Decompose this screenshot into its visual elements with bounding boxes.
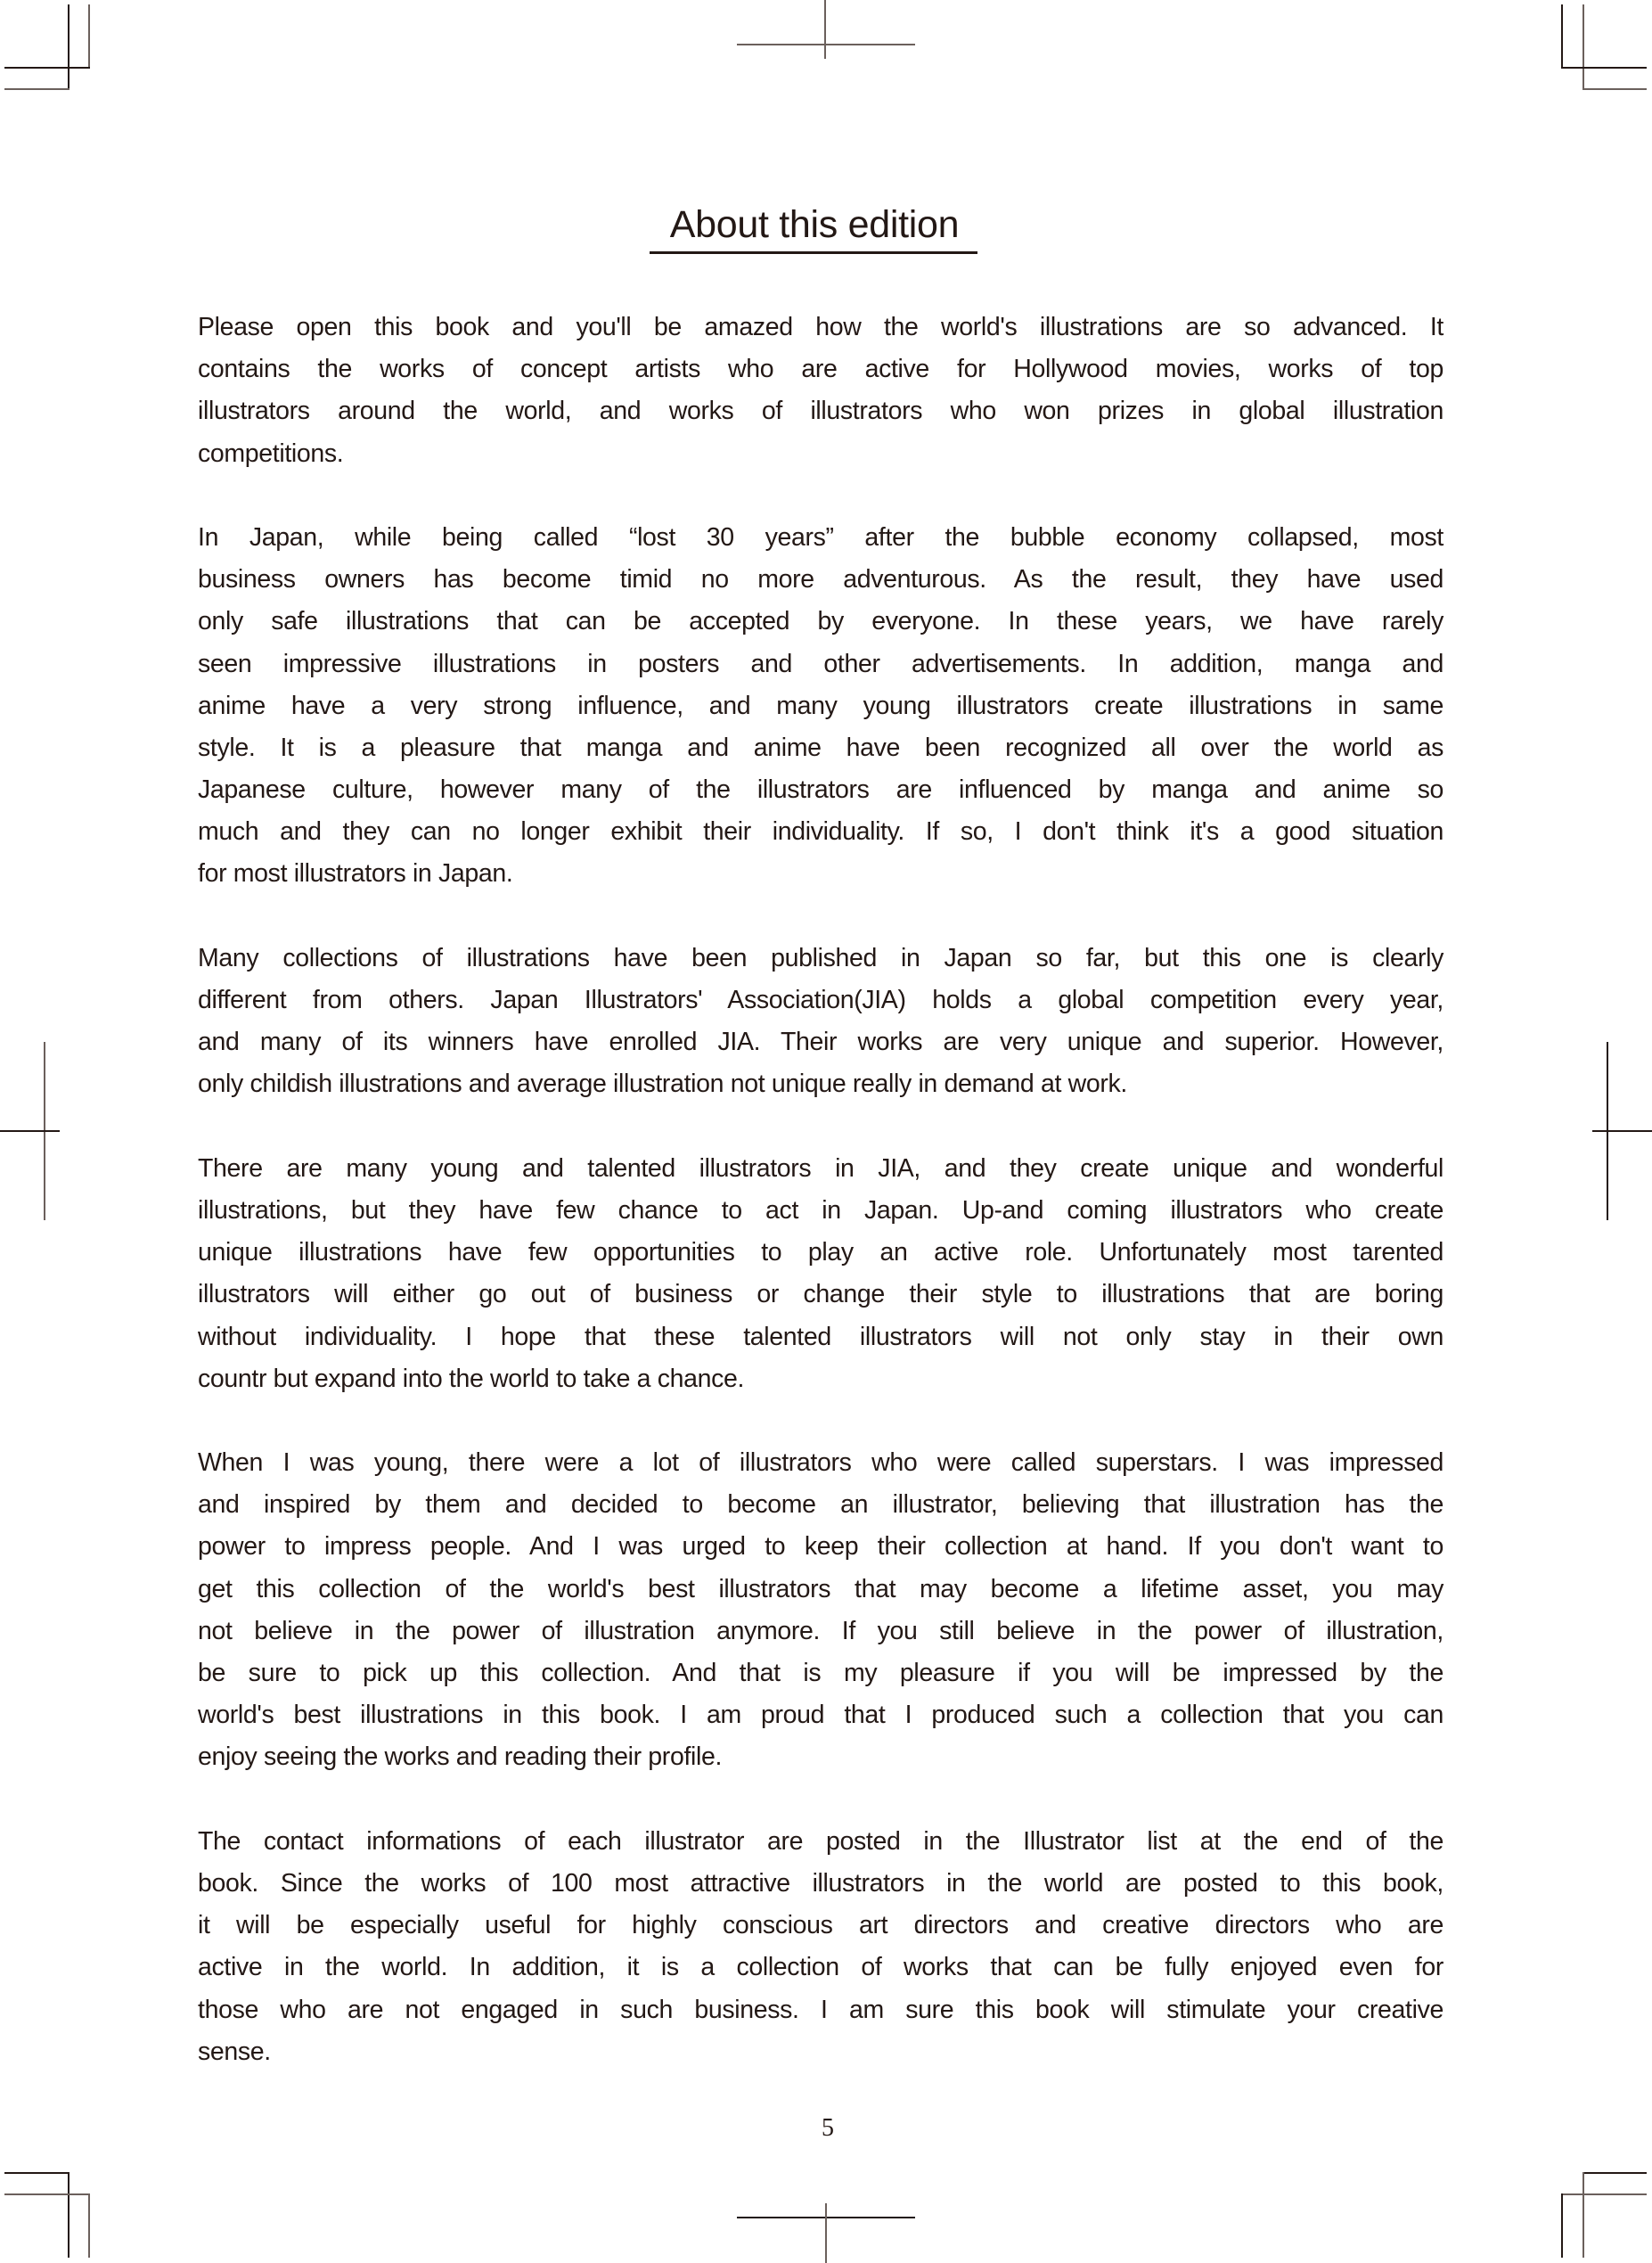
paragraph-6 (198, 1821, 1443, 2073)
text-line: When I was young, there were a lot of illustrators who were called superstars. I was impressed (198, 1448, 1443, 1478)
text-line: illustrators around the world, and works of illustrators who won prizes in global illustration (198, 397, 1443, 426)
text-line: sense. (198, 2037, 271, 2066)
text-line: style. It is a pleasure that manga and anime have been recognized all over the world as (198, 733, 1443, 762)
crop-line (4, 67, 90, 69)
crop-line (88, 2193, 90, 2258)
title-underline (650, 251, 977, 254)
crop-line (825, 2203, 827, 2263)
crop-line (4, 88, 70, 90)
text-line: and inspired by them and decided to become an illustrator, believing that illustration has the (198, 1490, 1443, 1520)
crop-line (4, 2172, 70, 2174)
text-line: contains the works of concept artists who are active for Hollywood movies, works of top (198, 355, 1443, 384)
text-line: Japanese culture, however many of the illustrators are influenced by manga and anime so (198, 775, 1443, 805)
crop-line (737, 44, 915, 45)
text-line: There are many young and talented illustrators in JIA, and they create unique and wonderful (198, 1153, 1443, 1183)
paragraph-5 (198, 1442, 1443, 1779)
text-line: for most illustrators in Japan. (198, 859, 513, 889)
text-line: those who are not engaged in such business. I am sure this book will stimulate your creative (198, 1995, 1443, 2024)
body-text (198, 307, 1443, 2115)
crop-line (1582, 2172, 1584, 2258)
text-line: competitions. (198, 439, 344, 468)
page-title-block (650, 201, 979, 248)
crop-line (1561, 2193, 1563, 2258)
text-line: world's best illustrations in this book. I am proud that I produced such a collection that you can (198, 1701, 1443, 1730)
text-line: Please open this book and you'll be amazed how the world's illustrations are so advanced. It (198, 313, 1443, 341)
text-line: only childish illustrations and average illustration not unique really in demand at work. (198, 1070, 1127, 1099)
text-line: countr but expand into the world to take a chance. (198, 1364, 745, 1393)
text-line: seen impressive illustrations in posters and other advertisements. In addition, manga and (198, 649, 1443, 678)
text-line: different from others. Japan Illustrators' Association(JIA) holds a global competition every year, (198, 986, 1443, 1014)
text-line: book. Since the works of 100 most attractive illustrators in the world are posted to this book, (198, 1868, 1443, 1898)
paragraph-2 (198, 517, 1443, 896)
crop-line (824, 0, 826, 59)
text-line: Many collections of illustrations have been published in Japan so far, but this one is clearly (198, 943, 1443, 972)
text-line: The contact informations of each illustrator are posted in the Illustrator list at the end of the (198, 1826, 1443, 1856)
crop-line (1561, 2193, 1647, 2195)
text-line: it will be especially useful for highly conscious art directors and creative directors who are (198, 1911, 1443, 1940)
text-line: get this collection of the world's best illustrators that may become a lifetime asset, you may (198, 1574, 1443, 1603)
text-line: power to impress people. And I was urged to keep their collection at hand. If you don't want to (198, 1532, 1443, 1562)
text-line: In Japan, while being called “lost 30 years” after the bubble economy collapsed, most (198, 522, 1443, 552)
crop-line (1592, 1130, 1652, 1132)
text-line: anime have a very strong influence, and many young illustrators create illustrations in same (198, 691, 1443, 720)
crop-line (68, 4, 70, 90)
page-number: 5 (822, 2114, 834, 2142)
text-line: enjoy seeing the works and reading their profile. (198, 1742, 723, 1772)
crop-line (68, 2172, 70, 2258)
crop-line (4, 2193, 90, 2195)
text-line: much and they can no longer exhibit their individuality. If so, I don't think it's a good situation (198, 817, 1443, 847)
crop-line (1582, 2172, 1647, 2174)
text-line: not believe in the power of illustration anymore. If you still believe in the power of illustration, (198, 1616, 1443, 1645)
text-line: illustrations, but they have few chance to act in Japan. Up-and coming illustrators who create (198, 1195, 1443, 1225)
crop-line (1582, 88, 1647, 90)
crop-line (1561, 4, 1563, 69)
text-line: and many of its winners have enrolled JIA. Their works are very unique and superior. However, (198, 1028, 1443, 1057)
crop-line (1582, 4, 1584, 90)
paragraph-4 (198, 1148, 1443, 1400)
text-line: without individuality. I hope that these talented illustrators will not only stay in their own (198, 1322, 1443, 1351)
crop-line (0, 1130, 60, 1132)
crop-line (88, 4, 90, 69)
paragraph-3 (198, 938, 1443, 1106)
page-title: About this edition (669, 203, 960, 246)
text-line: be sure to pick up this collection. And that is my pleasure if you will be impressed by the (198, 1659, 1443, 1687)
paragraph-1 (198, 307, 1443, 475)
crop-line (1561, 67, 1647, 69)
text-line: only safe illustrations that can be accepted by everyone. In these years, we have rarely (198, 607, 1443, 636)
text-line: business owners has become timid no more adventurous. As the result, they have used (198, 565, 1443, 594)
text-line: active in the world. In addition, it is a collection of works that can be fully enjoyed even for (198, 1953, 1443, 1982)
text-line: unique illustrations have few opportunities to play an active role. Unfortunately most tarented (198, 1238, 1443, 1267)
text-line: illustrators will either go out of business or change their style to illustrations that are boring (198, 1280, 1443, 1309)
